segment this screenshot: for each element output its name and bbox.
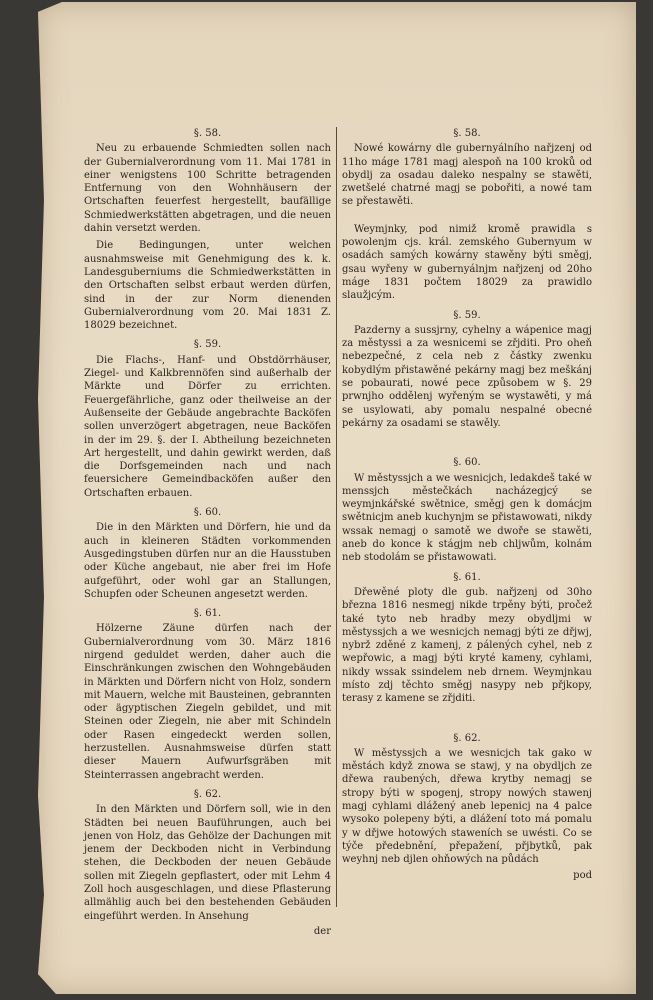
section-title: §. 60. xyxy=(453,457,481,469)
paragraph: Hölzerne Zäune dürfen nach der Gubernialverordnung vom 30. März 1816 nirgend geduldet werden, daher auch die Einschränkungen zwischen den Wohngebäuden in Märkten und Dörfern nicht von Holz, sondern mit Mauern, welche mit Bausteinen, gebrannten oder ägyptischen Ziegeln gebildet, und mit Steinen oder Ziegeln, nie aber mit Schindeln oder Rasen eingedeckt werden sollen, herzustellen. Ausnahmsweise dürfen statt dieser Mauern Aufwurfsgräben mit Steinterrassen angebracht werden. xyxy=(84,623,331,781)
column-divider xyxy=(336,127,337,907)
german-column xyxy=(84,127,331,944)
paragraph: In den Märkten und Dörfern soll, wie in den Städten bei neuen Bauführungen, auch bei jenen von Holz, das Gehölze der Dachungen mit jenem der Deckboden nicht in Verbindung stehen, die Deckboden der neuen Gebäude sollen mit Ziegeln gepflastert, oder mit Lehm 4 Zoll hoch ausgeschlagen, und diese Pflasterung allmählig auch bei den bestehenden Gebäuden eingeführt werden. In Ansehung xyxy=(84,804,331,922)
section-title: §. 62. xyxy=(193,788,222,800)
catchword: pod xyxy=(573,869,592,881)
german-section-58 xyxy=(84,127,331,332)
czech-section-60 xyxy=(342,456,592,564)
paragraph: Weymjnky, pod nimiž kromě prawidla s powolenjm cjs. král. zemského Gubernyum w osadách samých kowárny stawěny býti směgj, gsau wyřeny w gubernyálnjm nařjzenj od 20ho máge 1831 počtem 18029 za prawidlo slaužjcým. xyxy=(342,223,592,302)
paragraph: Pazderny a sussjrny, cyhelny a wápenice magj za městyssi a za wesnicemi se zřjditi. Pro oheň nebezpečné, z cela neb z částky zwenku kobydlým přistawěné pekárny magj bez meškánj se pobaurati, nowé pece způsobem w §. 29 prwnjho oddělenj wyřeným se wystawěti, y má se usylowati, aby pomalu nespalné obecné pekárny za osadami se stawěly. xyxy=(342,324,592,429)
section-title: §. 62. xyxy=(453,732,481,744)
paragraph: W městyssjch a we wesnicjch, ledakdeš také w menssjch městečkách nacházegjcý se weymjnkářské swětnice, směgj gen k domácjm swětnicjm aneb kuchynjm se přistawowati, nikdy wssak nemagj o samotě we dwoře se stawěti, aneb do konce k stágjm neb chljwům, kolnám neb stodolám se přistawowati. xyxy=(342,472,592,564)
paragraph: Die Bedingungen, unter welchen ausnahmsweise mit Genehmigung des k. k. Landesguberniums die Schmiedwerkstätten in den Ortschaften selbst erbaut werden dürfen, sind in der zur Norm dienenden Gubernialverordnung vom 20. Mai 1831 Z. 18029 bezeichnet. xyxy=(84,240,331,332)
section-title: §. 61. xyxy=(453,571,481,583)
paragraph: Die in den Märkten und Dörfern, hie und da auch in kleineren Städten vorkommenden Ausgedingstuben dürfen nur an die Hausstuben oder Küche angebaut, nie aber frei im Hofe aufgeführt, oder wohl gar an Stallungen, Schupfen oder Scheunen angesetzt werden. xyxy=(84,522,331,600)
paragraph: W městyssjch a we wesnicjch tak gako w městách když znowa se stawj, y na obydljch ze dřewa raubených, dřewa krytby nemagj se stropy býti w spogenj, stropy nowých stawenj magj cyhlami dlážený aneb lepenicj na 4 palce wysoko polepeny býti, a dlážení toto má pomalu y w dřjwe hotowých staweních se uwésti. Co se týče předebnění, přepažení, přjbytků, pak weyhnj neb djlen ohňowých na půdách xyxy=(342,747,592,866)
czech-section-58 xyxy=(342,127,592,303)
section-title: §. 58. xyxy=(453,128,481,139)
paragraph: Die Flachs-, Hanf- und Obstdörrhäuser, Ziegel- und Kalkbrennöfen sind außerhalb der Märkte und Dörfer zu errichten. Feuergefährliche, ganz oder theilweise an der Außenseite der Gebäude angebrachte Backöfen sollen unverzögert abgetragen, neue Backöfen in der im 29. §. der I. Abtheilung bezeichneten Art hergestellt, und dahin gewirkt werden, daß die Dorfsgemeinden nach und nach feuersichere Gemeindbacköfen außer den Ortschaften erbauen. xyxy=(84,354,331,499)
czech-section-59 xyxy=(342,309,592,431)
czech-section-61 xyxy=(342,571,592,706)
section-title: §. 59. xyxy=(193,339,222,351)
german-section-62 xyxy=(84,788,331,938)
paragraph: Nowé kowárny dle gubernyálního nařjzenj od 11ho máge 1781 magj alespoň na 100 kroků od obydlj za osadau daleko nespalny se stawěti, zwetšelé chatrné magj se pobořiti, a nowé tam se přestawěti. xyxy=(342,143,592,208)
section-title: §. 58. xyxy=(193,128,222,139)
german-section-61 xyxy=(84,607,331,782)
czech-section-62 xyxy=(342,732,592,882)
section-title: §. 59. xyxy=(453,309,481,321)
czech-column xyxy=(342,127,592,888)
paragraph: Dřewěné ploty dle gub. nařjzenj od 30ho března 1816 nesmegj nikde trpěny býti, pročež také tyto neb hradby mezy obydljmi w městyssjch a we wesnicjch nemagj býti ze dřjwj, nybrž zděné z kamenj, z pálených cyhel, neb z wepřowic, a magj býti kryté kameny, cyhlami, nikdy wssak ssindelem neb drnem. Weymjnkau místo zdj těchto směgj nasypy neb přjkopy, terasy z kamene se zřjditi. xyxy=(342,586,592,705)
german-section-60 xyxy=(84,506,331,601)
section-title: §. 61. xyxy=(193,608,222,620)
german-section-59 xyxy=(84,338,331,500)
section-title: §. 60. xyxy=(193,507,222,519)
paragraph: Neu zu erbauende Schmiedten sollen nach der Gubernialverordnung vom 11. Mai 1781 in einer wenigstens 100 Schritte betragenden Entfernung von den Wohnhäusern der Ortschaften feuerfest hergestellt, baufällige Schmiedwerkstätten abgetragen, und die neuen dahin versetzt werden. xyxy=(84,143,331,235)
catchword: der xyxy=(313,925,331,937)
